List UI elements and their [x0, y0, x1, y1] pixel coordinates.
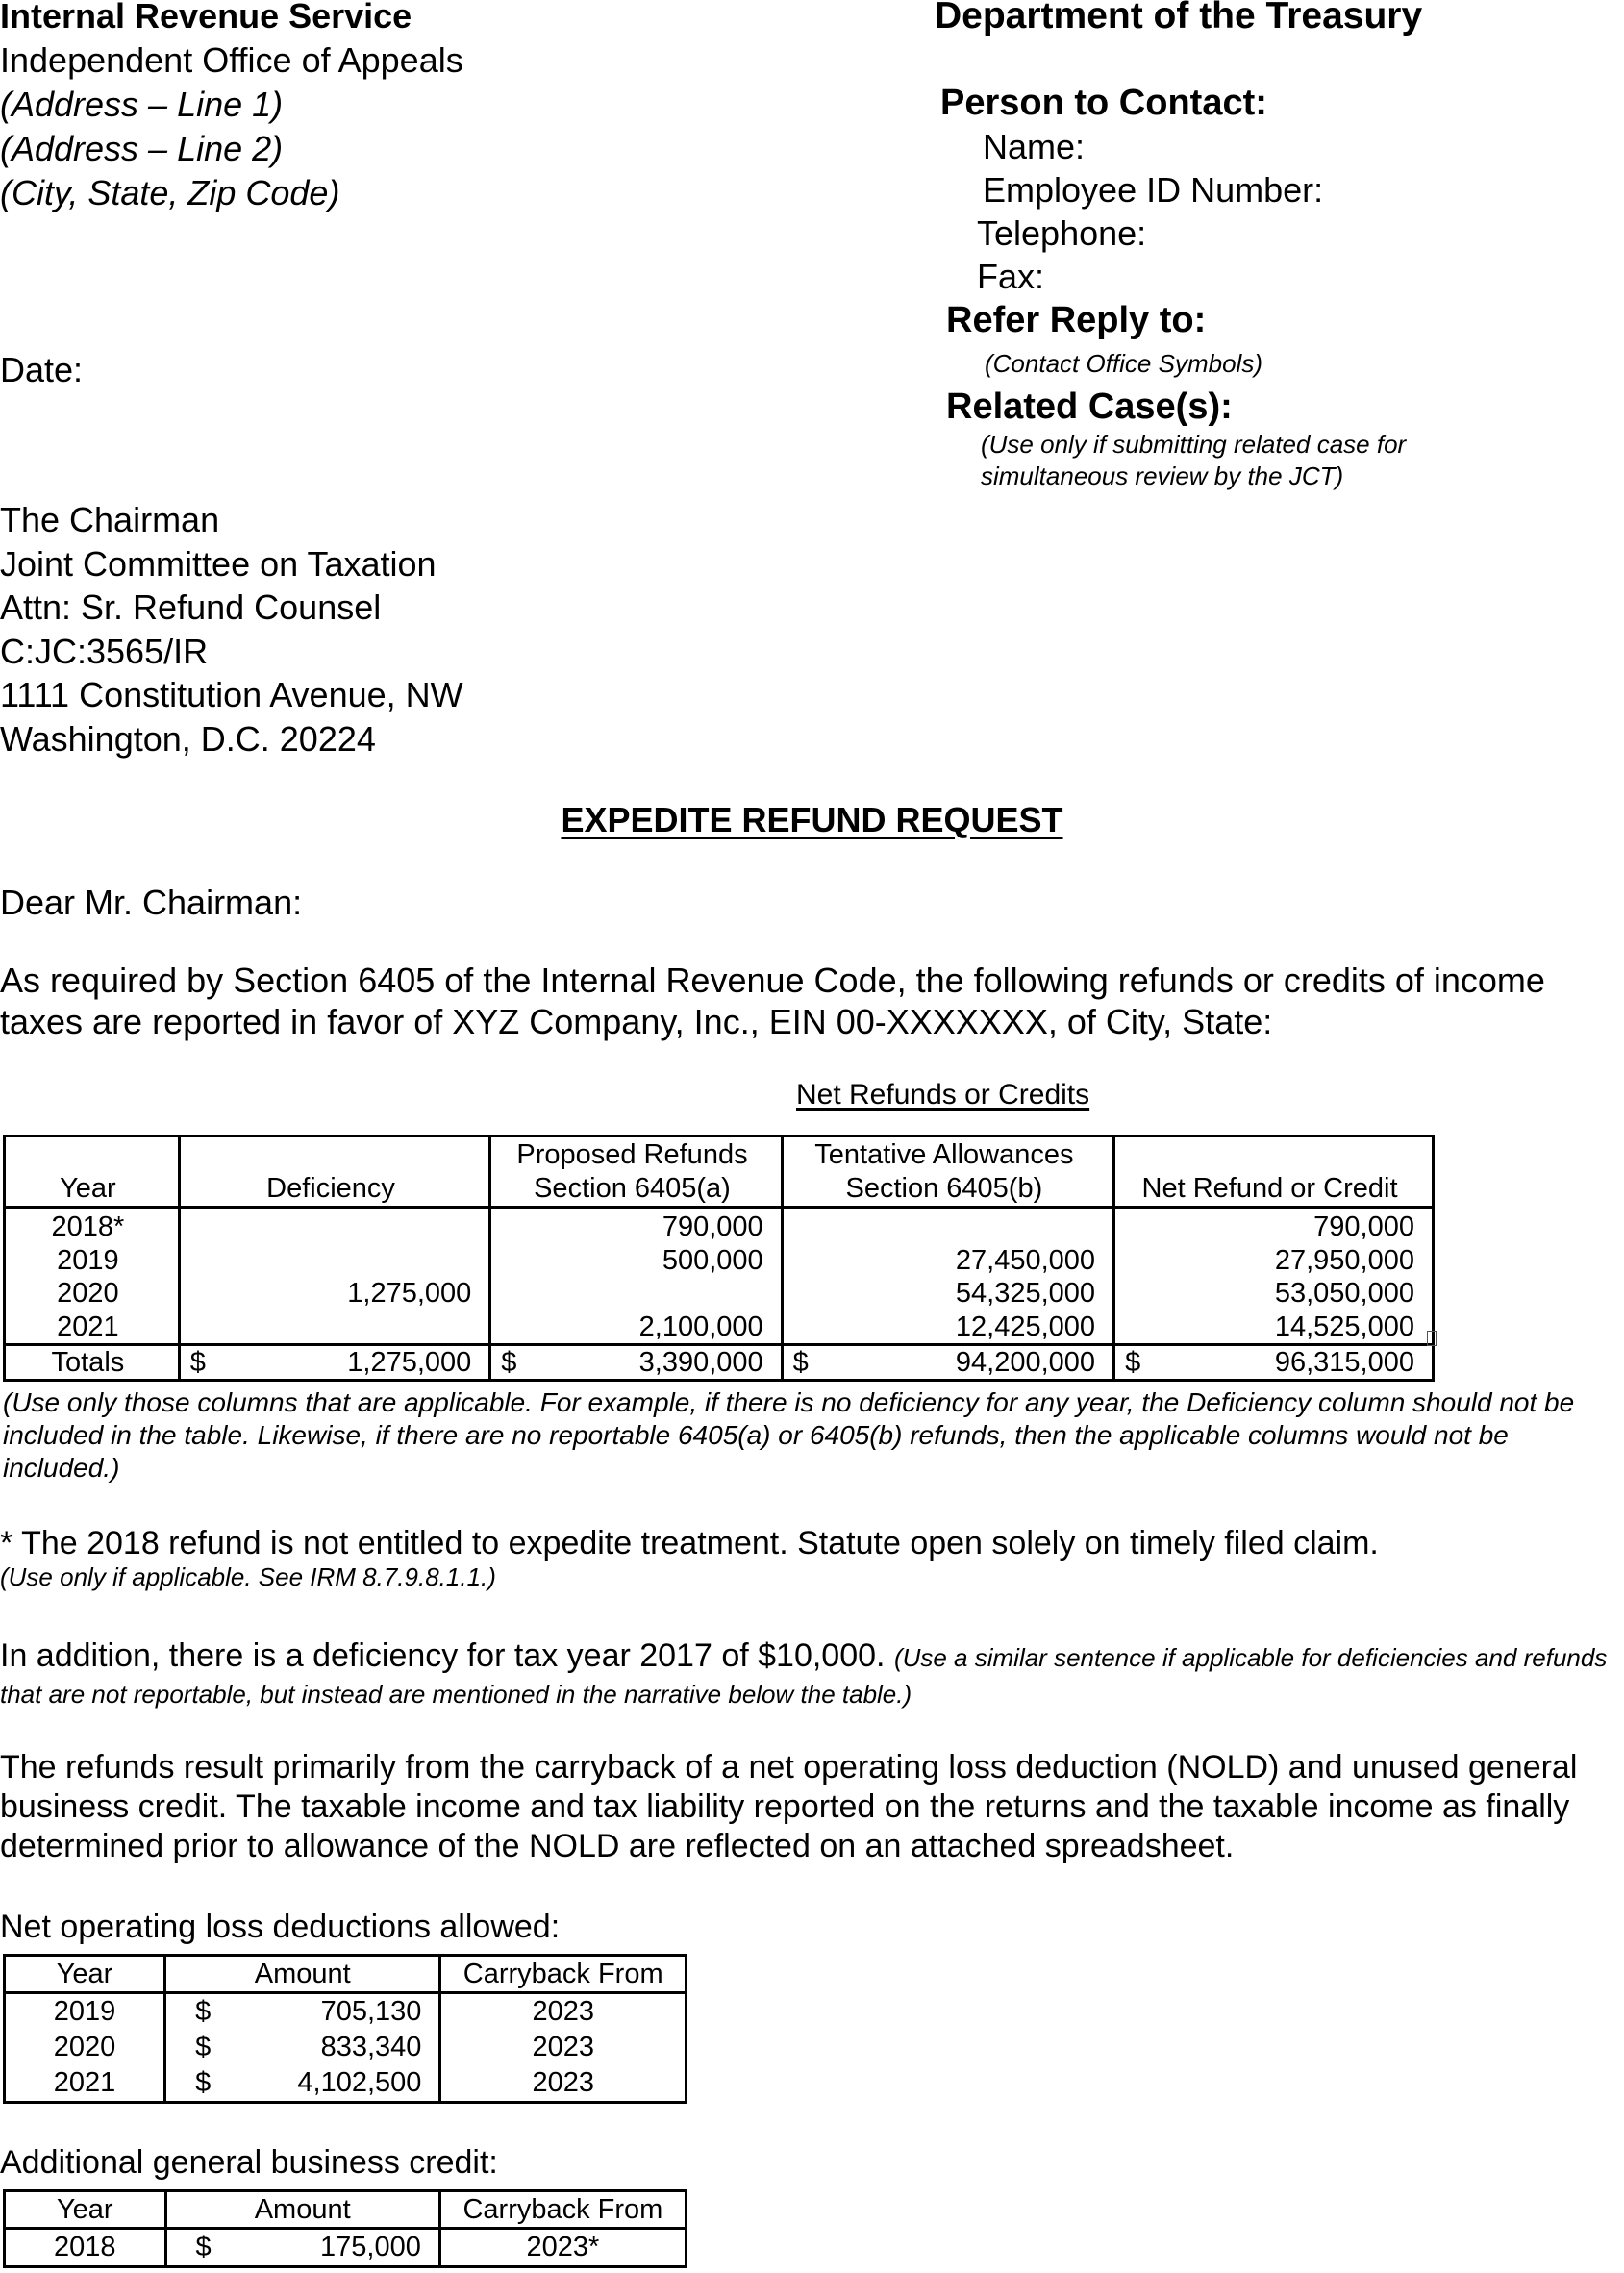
col-proposed-line2: Section 6405(a): [534, 1173, 731, 1204]
cell-proposed: 2,100,000: [490, 1311, 782, 1345]
cell-tentative: 54,325,000: [782, 1277, 1113, 1311]
col-amount: Amount: [165, 1956, 440, 1993]
addressee-block: [0, 498, 463, 761]
agency-name: Internal Revenue Service: [0, 0, 412, 36]
addressee-line: Attn: Sr. Refund Counsel: [0, 587, 382, 627]
cell-year: 2019: [5, 1993, 165, 2031]
cell-net: 53,050,000: [1114, 1277, 1434, 1311]
cell-year: 2021: [5, 1311, 180, 1345]
refund-table-caption: Net Refunds or Credits: [796, 1079, 1090, 1111]
addressee-line: Washington, D.C. 20224: [0, 718, 376, 759]
cell-tentative: 12,425,000: [782, 1311, 1113, 1345]
col-carryback: Carryback From: [440, 1956, 687, 1993]
col-net: Net Refund or Credit: [1114, 1136, 1434, 1208]
amount-value: 175,000: [320, 2232, 421, 2262]
narrative-paragraph: The refunds result primarily from the carryback of a net operating loss deduction (NOLD) and unused general business credit. The taxable income and tax liability reported on the returns and the taxable income as finally determined prior to allowance of the NOLD are reflected on an attached spreadsheet.: [0, 1749, 1578, 1864]
addition-paragraph: [0, 1638, 1624, 1711]
totals-deficiency-value: 1,275,000: [347, 1347, 472, 1378]
letter-title: EXPEDITE REFUND REQUEST: [561, 800, 1063, 839]
currency-symbol: $: [792, 1347, 809, 1378]
cell-deficiency: [179, 1244, 490, 1278]
date-label: Date:: [0, 350, 84, 389]
refer-reply-heading: Refer Reply to:: [946, 300, 1207, 340]
amount-value: 705,130: [320, 1996, 422, 2027]
cell-year: 2021: [5, 2065, 165, 2103]
address-line-1: (Address – Line 1): [0, 85, 284, 124]
related-cases-note-2: simultaneous review by the JCT): [981, 462, 1344, 490]
cell-year: 2020: [5, 1277, 180, 1311]
salutation: Dear Mr. Chairman:: [0, 883, 303, 922]
table-row: [5, 2065, 687, 2103]
gbc-table: [3, 2189, 687, 2268]
addressee-line: The Chairman: [0, 500, 220, 539]
currency-symbol: $: [195, 2232, 212, 2262]
cell-year: 2018*: [5, 1208, 180, 1244]
cell-net: 27,950,000: [1114, 1244, 1434, 1278]
table-row: [5, 1311, 1434, 1345]
totals-tentative: [782, 1345, 1113, 1381]
col-year: Year: [5, 1136, 180, 1208]
table-row: [5, 1208, 1434, 1244]
text-cursor-icon: [1427, 1331, 1437, 1346]
currency-symbol: $: [195, 1996, 212, 2027]
cell-year: 2018: [5, 2229, 166, 2267]
col-carryback: Carryback From: [439, 2191, 686, 2229]
nold-table-caption: Net operating loss deductions allowed:: [0, 1909, 561, 1945]
cell-deficiency: 1,275,000: [179, 1277, 490, 1311]
cell-proposed: 790,000: [490, 1208, 782, 1244]
cell-tentative: 27,450,000: [782, 1244, 1113, 1278]
addressee-line: 1111 Constitution Avenue, NW: [0, 675, 463, 714]
sender-block: [0, 0, 463, 392]
addition-text: In addition, there is a deficiency for tax year 2017 of $10,000.: [0, 1637, 886, 1674]
col-year: Year: [5, 2191, 166, 2229]
gbc-table-caption: Additional general business credit:: [0, 2144, 498, 2181]
col-tentative-line2: Section 6405(b): [845, 1173, 1043, 1204]
city-state-zip: (City, State, Zip Code): [0, 173, 340, 212]
addressee-line: Joint Committee on Taxation: [0, 543, 437, 584]
cell-carryback: 2023: [440, 2065, 687, 2103]
refund-table: [3, 1135, 1435, 1382]
table-row: [5, 2030, 687, 2065]
table-row: [5, 2229, 687, 2267]
department-name: Department of the Treasury: [935, 0, 1423, 37]
fax-label: Fax:: [977, 257, 1045, 296]
footnote-2018: * The 2018 refund is not entitled to expedite treatment. Statute open solely on timely filed claim.: [0, 1525, 1379, 1561]
totals-row: [5, 1345, 1434, 1381]
telephone-label: Telephone:: [977, 213, 1147, 253]
cell-amount: [165, 1993, 440, 2031]
totals-proposed-value: 3,390,000: [638, 1347, 763, 1378]
totals-tentative-value: 94,200,000: [955, 1347, 1096, 1378]
cell-carryback: 2023: [440, 1993, 687, 2031]
currency-symbol: $: [195, 2067, 212, 2098]
totals-label: Totals: [5, 1345, 180, 1381]
currency-symbol: $: [189, 1347, 206, 1378]
totals-proposed: [490, 1345, 782, 1381]
col-proposed-line1: Proposed Refunds: [516, 1139, 748, 1170]
cell-year: 2020: [5, 2030, 165, 2065]
col-tentative: [782, 1136, 1113, 1208]
contact-block: [940, 81, 1406, 492]
cell-proposed: 500,000: [490, 1244, 782, 1278]
amount-value: 833,340: [320, 2032, 422, 2062]
refer-reply-note: (Contact Office Symbols): [985, 349, 1262, 378]
cell-deficiency: [179, 1311, 490, 1345]
totals-net: [1114, 1345, 1434, 1381]
cell-deficiency: [179, 1208, 490, 1244]
cell-carryback: 2023: [440, 2030, 687, 2065]
col-proposed: [490, 1136, 782, 1208]
addition-instruction: (Use a similar sentence if applicable for deficiencies and refunds that are not reportable, but instead are mentioned in the narrative below the table.): [0, 1643, 1608, 1709]
totals-net-value: 96,315,000: [1274, 1347, 1414, 1378]
cell-net: 14,525,000: [1114, 1311, 1434, 1345]
nold-table: [3, 1954, 687, 2104]
table-row: [5, 1244, 1434, 1278]
cell-proposed: [490, 1277, 782, 1311]
table-row: [5, 1277, 1434, 1311]
col-amount: Amount: [165, 2191, 439, 2229]
cell-year: 2019: [5, 1244, 180, 1278]
related-cases-note-1: (Use only if submitting related case for: [981, 430, 1407, 459]
cell-carryback: 2023*: [439, 2229, 686, 2267]
footnote-instruction: (Use only if applicable. See IRM 8.7.9.8.1.1.): [0, 1562, 496, 1591]
office-name: Independent Office of Appeals: [0, 40, 463, 80]
intro-paragraph: As required by Section 6405 of the Internal Revenue Code, the following refunds or credits of income taxes are reported in favor of XYZ Company, Inc., EIN 00-XXXXXXX, of City, State:: [0, 961, 1545, 1041]
address-line-2: (Address – Line 2): [0, 129, 284, 168]
addressee-line: C:JC:3565/IR: [0, 631, 209, 671]
amount-value: 4,102,500: [297, 2067, 422, 2098]
col-deficiency: Deficiency: [179, 1136, 490, 1208]
cell-amount: [165, 2065, 440, 2103]
related-cases-heading: Related Case(s):: [946, 387, 1233, 427]
employee-id-label: Employee ID Number:: [983, 170, 1324, 210]
col-tentative-line1: Tentative Allowances: [814, 1139, 1074, 1170]
currency-symbol: $: [195, 2032, 212, 2062]
currency-symbol: $: [1125, 1347, 1141, 1378]
table-row: [5, 1993, 687, 2031]
person-to-contact-heading: Person to Contact:: [940, 83, 1267, 123]
table-instruction-note: (Use only those columns that are applicable. For example, if there is no deficiency for any year, the Deficiency column should not be included in the table. Likewise, if there are no reportable 6405(a) or 6405(b) refunds, then the applicable columns would not be included.): [3, 1387, 1575, 1483]
currency-symbol: $: [501, 1347, 517, 1378]
totals-deficiency: [179, 1345, 490, 1381]
cell-net: 790,000: [1114, 1208, 1434, 1244]
cell-amount: [165, 2229, 439, 2267]
cell-amount: [165, 2030, 440, 2065]
col-year: Year: [5, 1956, 165, 1993]
name-label: Name:: [983, 127, 1086, 166]
cell-tentative: [782, 1208, 1113, 1244]
